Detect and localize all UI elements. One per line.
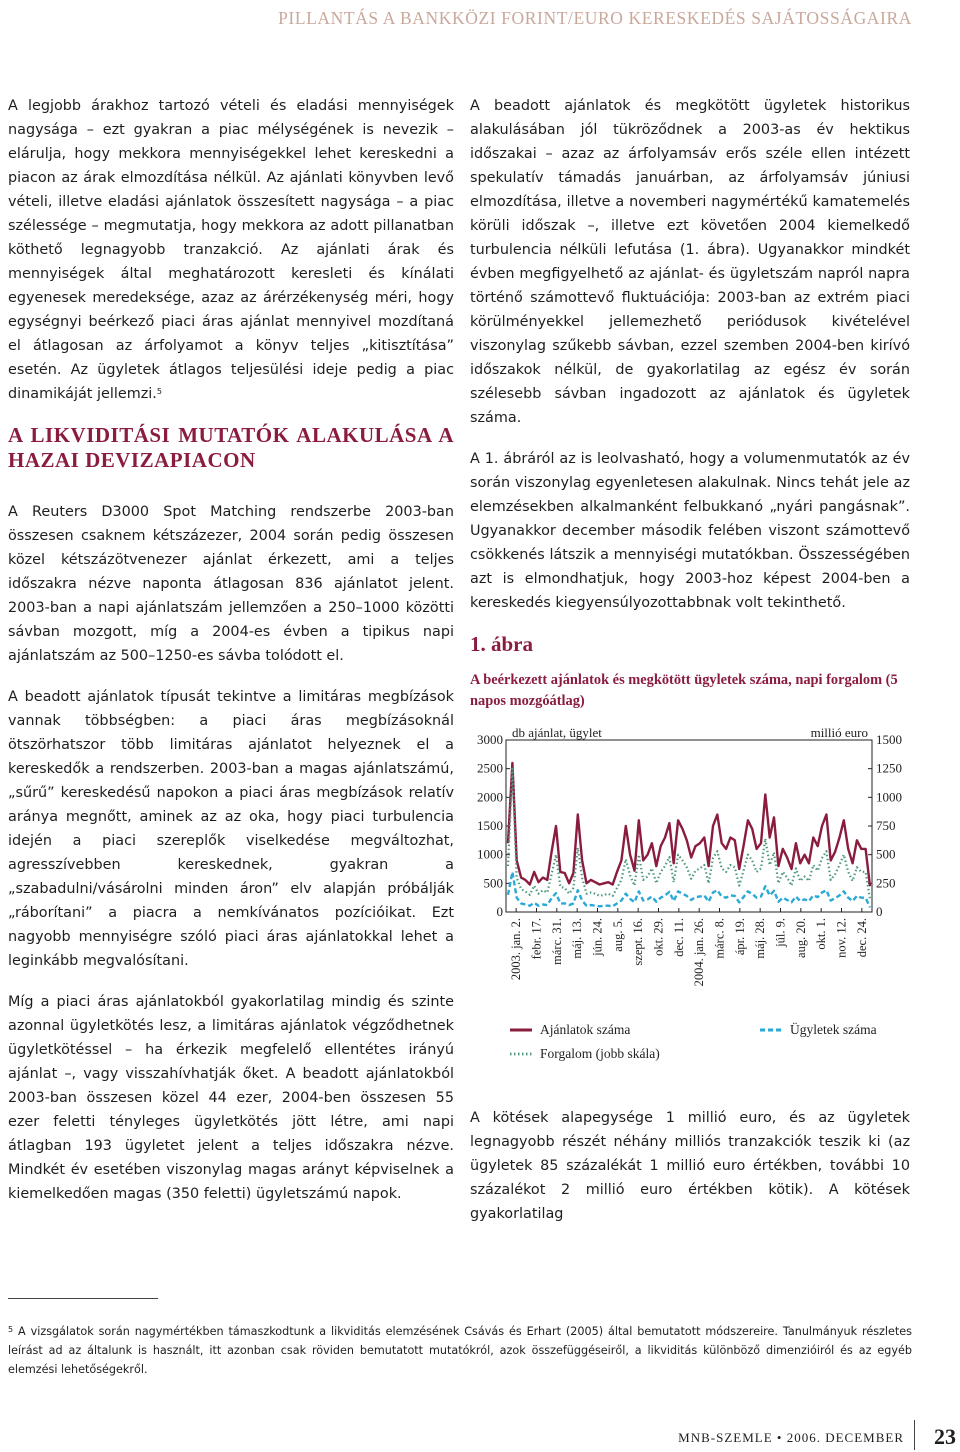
footnote-ref[interactable]: 5 [156, 387, 162, 396]
figure-label: 1. ábra [470, 632, 533, 656]
footnote-divider [8, 1298, 158, 1299]
line-chart [470, 722, 910, 1092]
left-tick-label: 1500 [477, 818, 503, 833]
legend-label: Ügyletek száma [790, 1022, 877, 1037]
page-number: 23 [934, 1424, 956, 1449]
footer-divider [914, 1420, 915, 1450]
x-tick-label: ápr. 19. [732, 918, 747, 956]
right-tick-label: 1000 [876, 789, 902, 805]
left-tick-label: 2000 [477, 789, 503, 805]
series-line-1 [508, 763, 870, 886]
right-column [470, 94, 910, 1243]
paragraph: A Reuters D3000 Spot Matching rendszerbe 2003-ban összesen csaknem kétszázezer, 2004 során pedig összesen közel kétszázötvenezer ajánlat érkezett, ami a teljes időszakra nézve naponta átlagosan 836 ajánlatot jelent. 2003-ban a napi ajánlatszám jellemzően a 250–1000 közötti sávban mozgott, míg a 2004-es évben a tipikus napi ajánlatszám az 500–1250-es sávba tolódott el. [8, 504, 454, 664]
x-tick-label: dec. 11. [671, 918, 686, 957]
right-tick-label: 750 [876, 818, 896, 833]
figure-caption: A beérkezett ajánlatok és megkötött ügyletek száma, napi forgalom (5 napos mozgóátlag) [470, 672, 898, 709]
right-axis-title: millió euro [810, 725, 868, 740]
footnote-mark: 5 [8, 1325, 14, 1334]
left-tick-label: 3000 [477, 732, 503, 747]
x-tick-label: jún. 24. [590, 918, 605, 956]
x-tick-label: nov. 12. [834, 918, 849, 958]
section-title: A LIKVIDITÁSI MUTATÓK ALAKULÁSA A HAZAI DEVIZAPIACON [8, 423, 454, 472]
paragraph-text: A legjobb árakhoz tartozó vételi és eladási mennyiségek nagysága – ezt gyakran a piac mélységének is nevezik – elárulja, hogy mekkora mennyiségekkel lehet kereskedni a piacon az árak elmozdítása nélkül. Az ajánlati könyvben levő vételi, illetve eladási ajánlatok összesített nagysága – a piac szélessége – megmutatja, hogy mekkora az adott pillanatban köthető legnagyobb tranzakció. Az ajánlati árak és mennyiségek által meghatározott keresleti és kínálati egyenesek meredeksége, azaz az árérzékenység méri, hogy egységnyi beérkező piaci áras ajánlat mennyivel mozdítaná el átlagosan az árfolyamot a könyv teljes „kitisztítása” esetén. Az ügyletek átlagos teljesülési ideje pedig a piac dinamikáját jellemzi. [8, 98, 454, 402]
journal-name: MNB-SZEMLE • 2006. DECEMBER [678, 1430, 904, 1445]
x-tick-label: márc. 31. [549, 918, 564, 965]
legend-label: Ajánlatok száma [540, 1022, 631, 1037]
paragraph: A kötések alapegysége 1 millió euro, és az ügyletek legnagyobb részét néhány milliós tranzakciók teszik ki (az ügyletek 85 százalékát 1 millió euro értékben, további 10 százalékot 2 millió euro értékben kötik). A kötések gyakorlatilag [470, 1110, 910, 1222]
x-tick-label: máj. 13. [570, 918, 585, 959]
legend-label: Forgalom (jobb skála) [540, 1046, 660, 1061]
paragraph: A 1. ábráról az is leolvasható, hogy a volumenmutatók az év során viszonylag egyenletesen alakulnak. Nincs tehát jele az elemzésekben alkalmanként felbukkanó „nyári pangásnak”. Ugyanakkor december második felében viszont számottevő csökkenés látszik a mennyiségi mutatókban. Összességében azt is elmondhatjuk, hogy 2003-hoz képest 2004-ben a kereskedés kiegyensúlyozottabbnak volt tekinthető. [470, 451, 910, 611]
x-tick-label: 2003. jan. 2. [509, 918, 524, 981]
x-tick-label: júl. 9. [773, 918, 788, 947]
footnote [8, 1322, 912, 1379]
footnote-text: A vizsgálatok során nagymértékben támaszkodtunk a likviditás elemzésének Csávás és Erhart (2005) által bemutatott módszereire. Tanulmányuk részletes leírást ad az általunk is használt, itt azonban csak röviden bemutatott mutatókról, azok összefüggéseiről, a likviditás különböző dimenzióiról és az egyéb elemzési lehetőségekről. [8, 1325, 913, 1376]
plot-frame [506, 740, 872, 912]
x-tick-label: szept. 16. [631, 918, 646, 966]
x-tick-label: márc. 8. [712, 918, 727, 959]
left-column [8, 94, 454, 1223]
left-axis-title: db ajánlat, ügylet [512, 725, 602, 740]
paragraph: A beadott ajánlatok és megkötött ügyletek historikus alakulásában jól tükröződnek a 2003-as év hektikus időszakai – azaz az árfolyamsáv erős széle ellen intézett spekulatív támadás januárban, az árfolyamsáv júniusi elmozdítása, illetve a novemberi nagymértékű kamatemelés körüli időszak –, illetve ezt követően 2004 kiemelkedő turbulencia nélküli lefutása (1. ábra). Ugyanakkor mindkét évben megfigyelhető az ajánlat- és ügyletszám napról napra történő számottevő fluktuációja: 2003-ban az extrém piaci körülményekkel jellemezhető periódusok kivételével viszonylag szűkebb sávban, ezzel szemben 2004-ben kirívó időszakok nélkül, de gyakorlatilag az egész év során szélesebb sávban ingadozott az ajánlatok és ügyletek száma. [470, 98, 910, 426]
x-tick-label: aug. 20. [793, 918, 808, 958]
paragraph: Míg a piaci áras ajánlatokból gyakorlatilag mindig és szinte azonnal ügyletkötés lesz, a limitáras ajánlatok végződhetnek ügyletkötéssel – ha érkezik megfelelő ellentétes irányú ajánlat –, vagy visszahívhatják őket. A beadott ajánlatokból 2003-ban összesen közel 44 ezer, 2004-ben összesen 55 ezer feletti tényleges ügyletkötés jött létre, ami napi átlagban 193 ügyletet jelent a teljes időszakra nézve. Mindkét év esetében viszonylag magas arányt képviselnek a kiemelkedően magas (350 feletti) ügyletszámú napok. [8, 994, 454, 1202]
left-tick-label: 0 [496, 904, 503, 919]
x-tick-label: febr. 17. [529, 918, 544, 960]
paragraph [8, 94, 454, 406]
x-tick-label: okt. 1. [814, 918, 829, 950]
x-tick-label: máj. 28. [753, 918, 768, 959]
x-tick-label: dec. 24. [854, 918, 869, 958]
right-tick-label: 500 [876, 846, 896, 862]
left-tick-label: 500 [483, 875, 503, 891]
series-line-3 [508, 769, 870, 900]
right-tick-label: 250 [876, 875, 896, 891]
x-tick-label: 2004. jan. 26. [692, 918, 707, 987]
left-tick-label: 1000 [477, 846, 503, 862]
right-tick-label: 1250 [876, 760, 902, 776]
right-tick-label: 0 [876, 904, 883, 919]
running-title: PILLANTÁS A BANKKÖZI FORINT/EURO KERESKEDÉS SAJÁTOSSÁGAIRA [278, 8, 912, 28]
right-tick-label: 1500 [876, 732, 902, 747]
paragraph: A beadott ajánlatok típusát tekintve a limitáras megbízások vannak többségben: a piaci áras megbízásoknál ötszörhatszor több limitáras ajánlatot helyeznek el a kereskedők a rendszerben. 2003-ban a magas ajánlatszámú, „sűrű” kereskedésű napokon a piaci áras megbízások relatív aránya megnőtt, aminek az az oka, hogy piaci turbulencia idején a piaci szereplők viselkedése megváltozhat, agresszívebben kereskednek, gyakran a „szabadulni/vásárolni minden áron” elv alapján próbálják „ráborítani” a piacra a nemkívánatos pozícióikat. Ezt nagyobb mennyiségre szóló piaci áras ajánlatokkal lehet a leginkább megvalósítani. [8, 689, 454, 969]
series-line-2 [508, 872, 870, 908]
x-tick-label: aug. 5. [610, 918, 625, 952]
x-tick-label: okt. 29. [651, 918, 666, 956]
left-tick-label: 2500 [477, 760, 503, 776]
